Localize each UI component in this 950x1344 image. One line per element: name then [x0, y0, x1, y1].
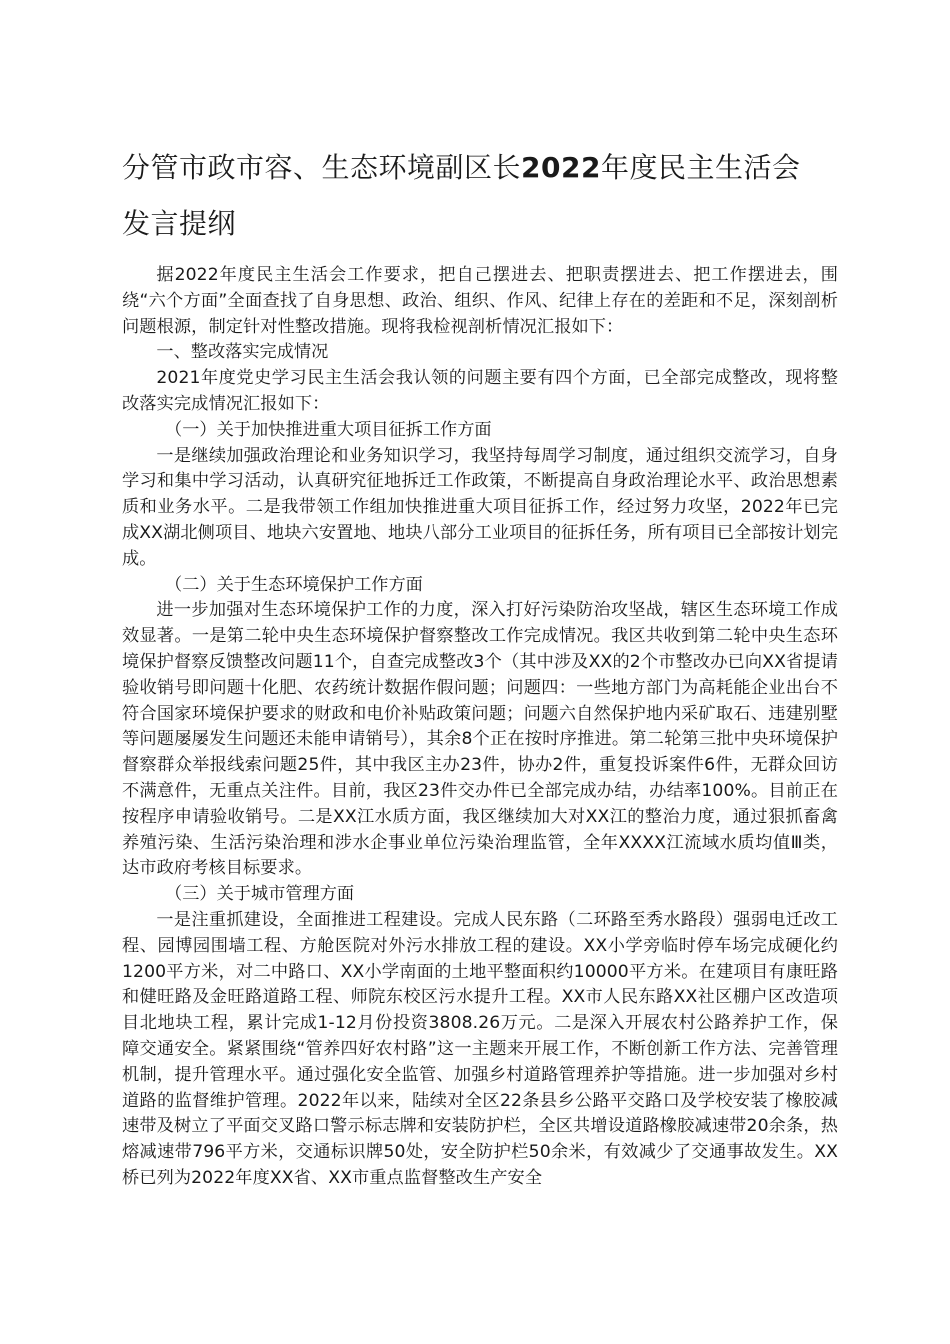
sub3-heading: （三）关于城市管理方面: [165, 884, 355, 905]
section1-heading: 一、整改落实完成情况: [156, 342, 329, 363]
sub2-body: 进一步加强对生态环境保护工作的力度，深入打好污染防治攻坚战，辖区生态环境工作成效显著。一是第二轮中央生态环境保护督察整改工作完成情况。我区共收到第二轮中央生态环境保护督察反馈整改问题11个，自查完成整改3个（其中涉及XX的2个市整改办已向XX省提请验收销号即问题十化肥、农药统计数据作假问题；问题四：一些地方部门为高耗能企业出台不符合国家环境保护要求的财政和电价补贴政策问题；问题六自然保护地内采矿取石、违建别墅等问题屡屡发生问题还未能申请销号），其余8个正在按时序推进。第二轮第三批中央环境保护督察群众举报线索问题25件，其中我区主办23件，协办2件，重复投诉案件6件，无群众回访不满意件，无重点关注件。目前，我区23件交办件已全部完成办结，办结率100%。目前正在按程序申请验收销号。二是XX江水质方面，我区继续加大对XX江的整治力度，通过狠抓畜禽养殖污染、生活污染治理和涉水企事业单位污染治理监管，全年XXXX江流域水质均值Ⅲ类，达市政府考核目标要求。: [122, 600, 838, 879]
sub1-body: 一是继续加强政治理论和业务知识学习，我坚持每周学习制度，通过组织交流学习，自身学习和集中学习活动，认真研究征地拆迁工作政策，不断提高自身政治理论水平、政治思想素质和业务水平。二是我带领工作组加快推进重大项目征拆工作，经过努力攻坚，2022年已完成XX湖北侧项目、地块六安置地、地块八部分工业项目的征拆任务，所有项目已全部按计划完成。: [122, 445, 838, 569]
title-year: 2022: [521, 151, 601, 184]
title-line2: 发言提纲: [122, 207, 237, 240]
sub1-heading: （一）关于加快推进重大项目征拆工作方面: [165, 419, 492, 440]
title-part2: 年度民主生活会: [600, 151, 801, 184]
document-title: [122, 140, 838, 252]
document-page: [122, 140, 838, 1192]
title-part1: 分管市政市容、生态环境副区长: [122, 151, 522, 184]
intro-paragraph: 据2022年度民主生活会工作要求，把自己摆进去、把职责摆进去、把工作摆进去，围绕“六个方面”全面查找了自身思想、政治、组织、作风、纪律上存在的差距和不足，深刻剖析问题根源，制定针对性整改措施。现将我检视剖析情况汇报如下：: [122, 265, 838, 337]
section1-intro: 2021年度党史学习民主生活会我认领的问题主要有四个方面，已全部完成整改，现将整改落实完成情况汇报如下：: [122, 368, 838, 414]
sub3-body: 一是注重抓建设，全面推进工程建设。完成人民东路（二环路至秀水路段）强弱电迁改工程、园博园围墙工程、方舱医院对外污水排放工程的建设。XX小学旁临时停车场完成硬化约1200平方米，对二中路口、XX小学南面的土地平整面积约10000平方米。在建项目有康旺路和健旺路及金旺路道路工程、师院东校区污水提升工程。XX市人民东路XX社区棚户区改造项目北地块工程，累计完成1-12月份投资3808.26万元。二是深入开展农村公路养护工作，保障交通安全。紧紧围绕“管养四好农村路”这一主题来开展工作，不断创新工作方法、完善管理机制，提升管理水平。通过强化安全监管、加强乡村道路管理养护等措施。进一步加强对乡村道路的监督维护管理。2022年以来，陆续对全区22条县乡公路平交路口及学校安装了橡胶减速带及树立了平面交叉路口警示标志牌和安装防护栏，全区共增设道路橡胶减速带20余条，热熔减速带796平方米，交通标识牌50处，安全防护栏50余米，有效减少了交通事故发生。XX桥已列为2022年度XX省、XX市重点监督整改生产安全: [122, 909, 838, 1188]
sub2-heading: （二）关于生态环境保护工作方面: [165, 574, 423, 595]
